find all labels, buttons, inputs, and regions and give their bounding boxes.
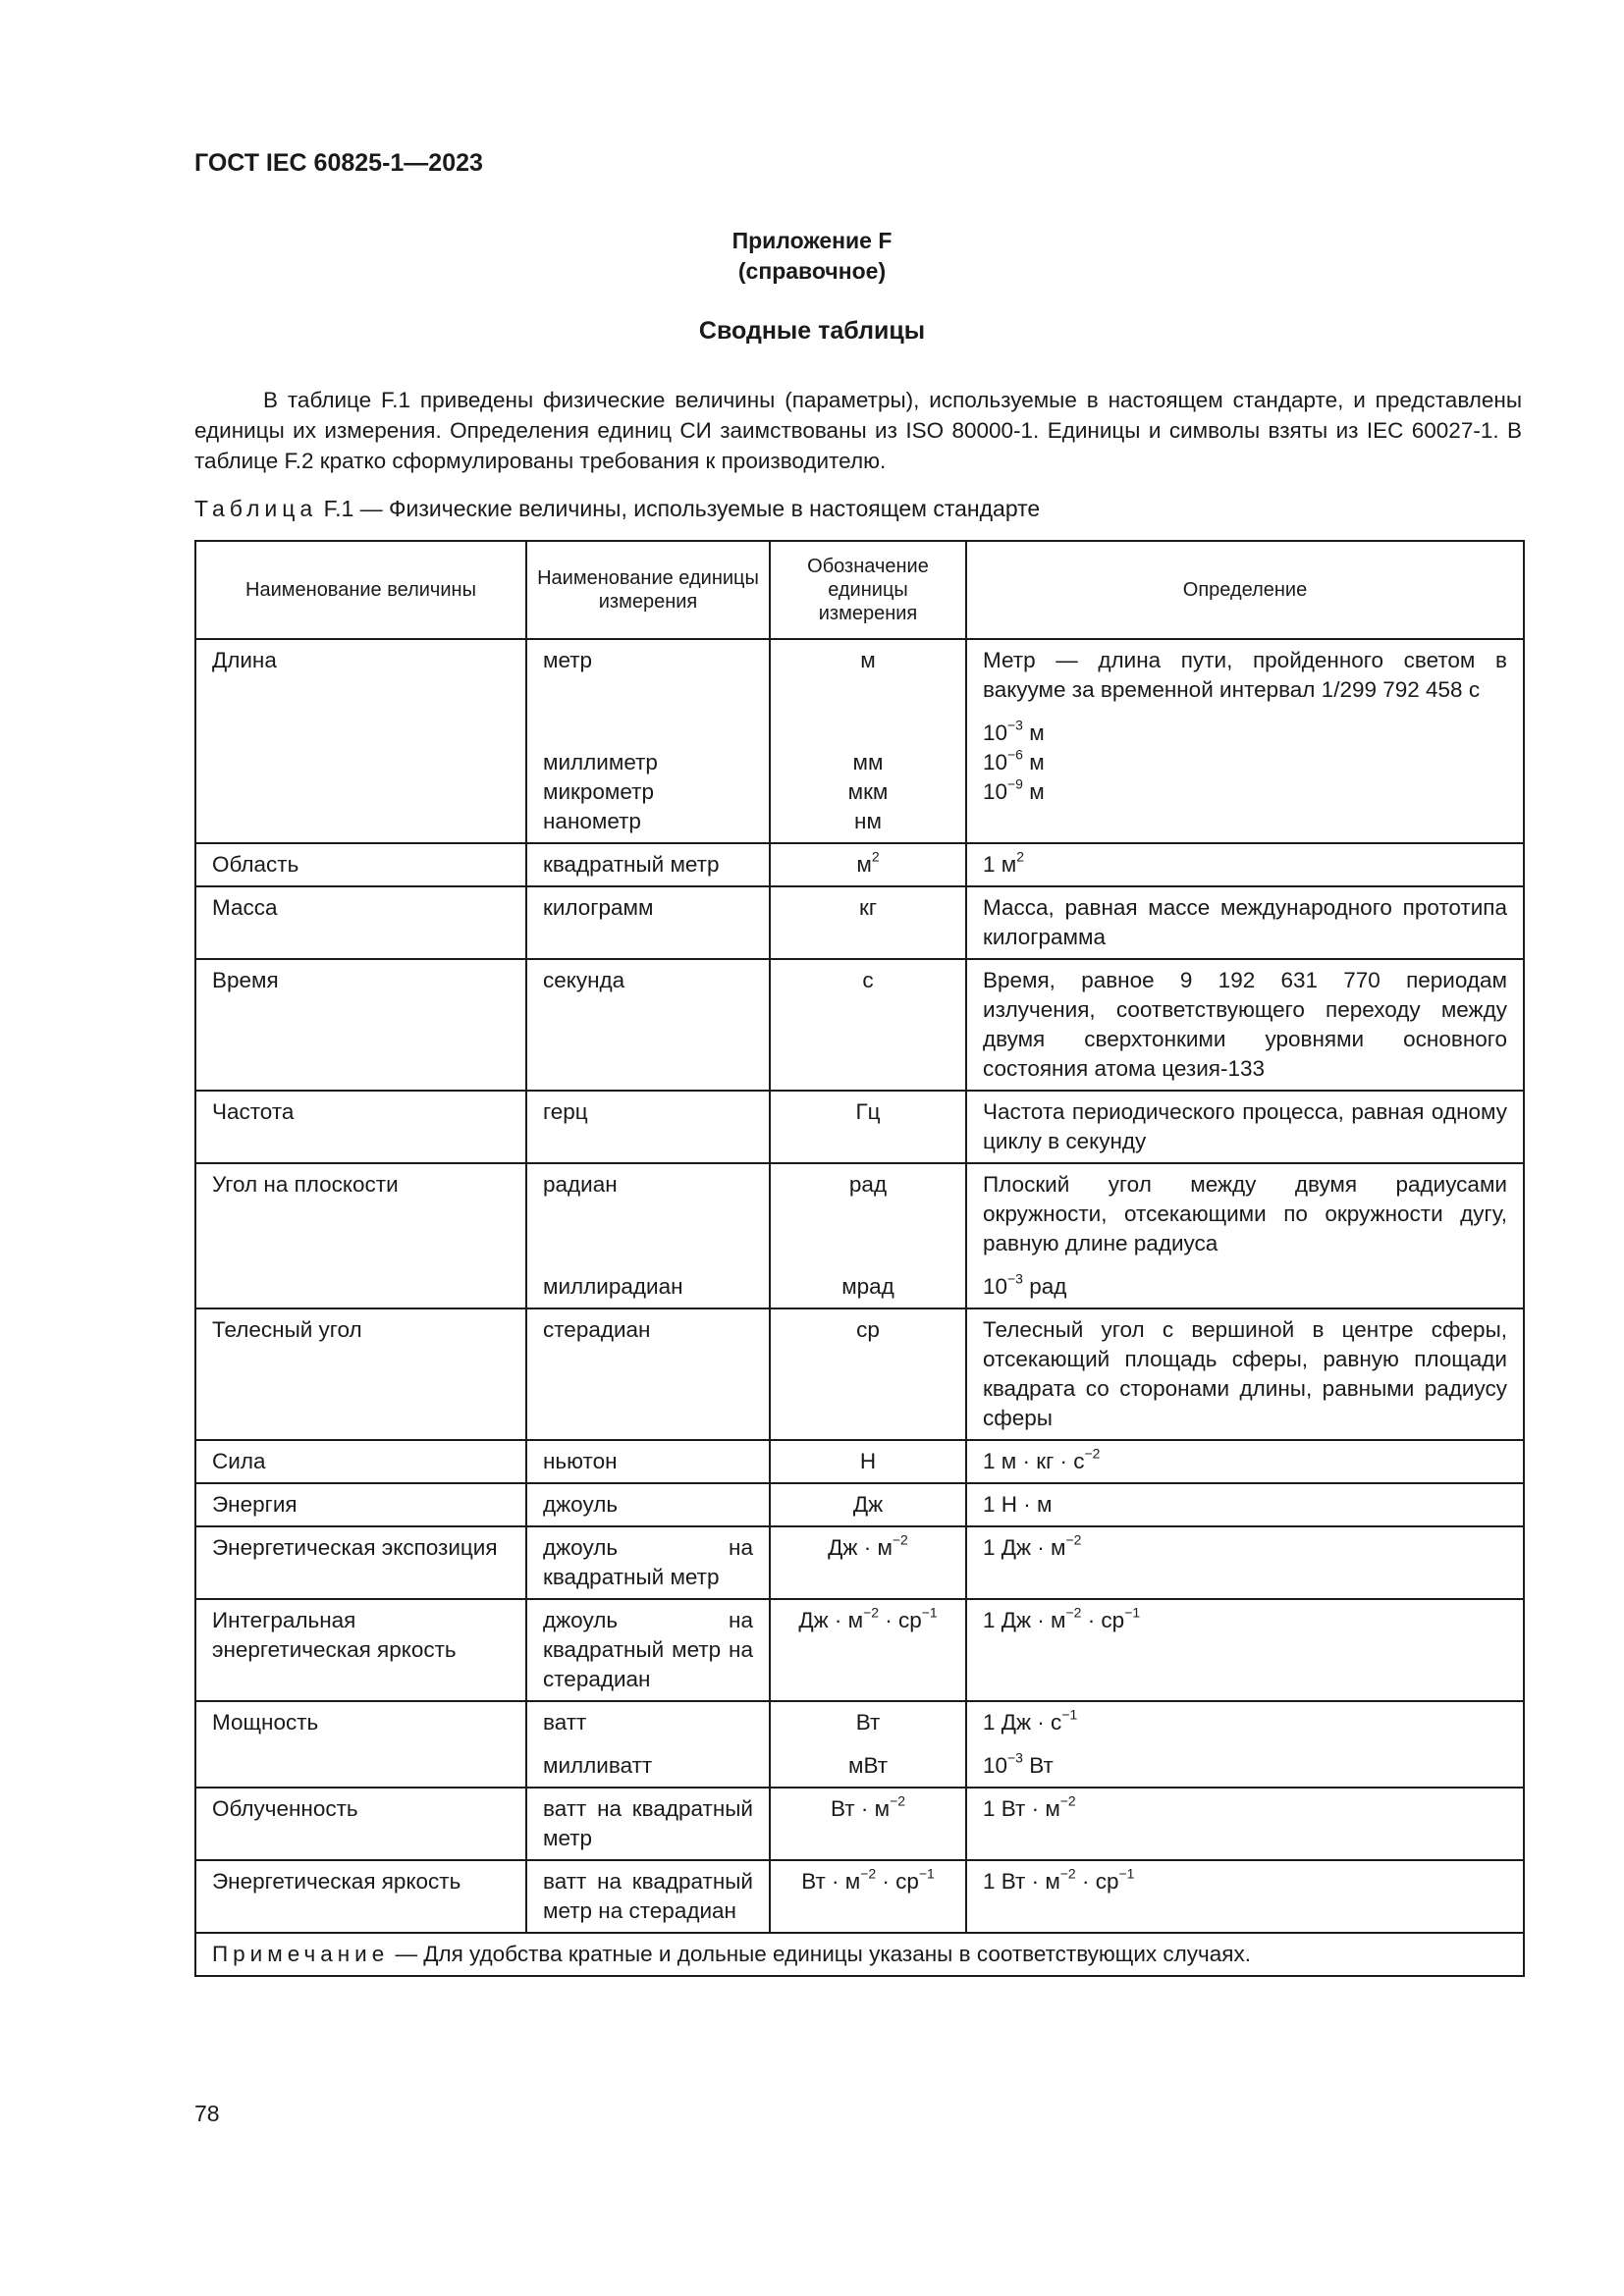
table-row — [195, 1701, 1524, 1788]
cell-unit: джоуль на квадратный метр — [526, 1526, 770, 1599]
table-row — [195, 1526, 1524, 1599]
cell-unit: ватт на квадратный метр — [526, 1788, 770, 1860]
units-table — [194, 540, 1525, 1977]
unit-symbol: рад — [848, 1172, 888, 1197]
cell-quantity: Энергия — [195, 1483, 526, 1526]
cell-unit — [526, 1701, 770, 1788]
table-header-row — [195, 541, 1524, 639]
cell-symbol: Вт · $м^{-2}$ — [770, 1788, 966, 1860]
cell-quantity: Телесный угол — [195, 1308, 526, 1440]
unit-symbol: мм — [852, 750, 884, 774]
unit-name: микрометр — [543, 779, 654, 804]
cell-symbol — [770, 1701, 966, 1788]
table-note-row — [195, 1933, 1524, 1976]
annex-title: Приложение F — [731, 228, 893, 253]
table-row — [195, 1440, 1524, 1483]
header-unit: Наименование единицы измерения — [526, 541, 770, 639]
page-number: 78 — [194, 2101, 220, 2126]
unit-symbol: Вт — [855, 1710, 881, 1735]
table-note — [195, 1933, 1524, 1976]
cell-quantity: Энергетическая экспозиция — [195, 1526, 526, 1599]
table-row — [195, 1308, 1524, 1440]
table-caption-label: Таблица — [194, 496, 318, 521]
table-caption — [194, 496, 1040, 522]
cell-definition: Телесный угол с вершиной в центре сферы, отсекающий площадь сферы, равную площади квадрата со сторонами длины, равными радиусу сферы — [966, 1308, 1524, 1440]
unit-symbol: мкм — [847, 779, 889, 804]
intro-paragraph: В таблице F.1 приведены физические величины (параметры), используемые в настоящем стандарте, и представлены единицы их измерения. Определения единиц СИ заимствованы из ISO 80000-1. Единицы и символы взяты из IEC 60027-1. В таблице F.2 кратко сформулированы требования к производителю. — [194, 388, 1522, 473]
definition-text: $10^{-3}$ м — [983, 717, 1045, 745]
unit-name: миллирадиан — [543, 1274, 683, 1299]
cell-definition: 1 Дж · $м^{-2} \cdot ср^{-1}$ — [966, 1599, 1524, 1701]
cell-quantity: Интегральная энергетическая яркость — [195, 1599, 526, 1701]
definition-text: Плоский угол между двумя радиусами окружности, отсекающими по окружности дугу, равную длине радиуса — [983, 1172, 1507, 1255]
cell-quantity: Время — [195, 959, 526, 1091]
cell-unit: ватт на квадратный метр на стерадиан — [526, 1860, 770, 1933]
cell-quantity: Мощность — [195, 1701, 526, 1788]
cell-definition: 1 Н · м — [966, 1483, 1524, 1526]
table-row — [195, 1860, 1524, 1933]
cell-unit: килограмм — [526, 886, 770, 959]
cell-quantity: Частота — [195, 1091, 526, 1163]
definition-text: $10^{-3}$ рад — [983, 1270, 1067, 1299]
cell-symbol: Дж — [770, 1483, 966, 1526]
table-row — [195, 1788, 1524, 1860]
cell-definition: 1 Дж · $м^{-2}$ — [966, 1526, 1524, 1599]
cell-symbol: ср — [770, 1308, 966, 1440]
cell-definition — [966, 1701, 1524, 1788]
unit-name: метр — [543, 648, 593, 672]
cell-symbol — [770, 639, 966, 843]
cell-symbol: Дж · $м^{-2} \cdot ср^{-1}$ — [770, 1599, 966, 1701]
header-symbol: Обозначение единицы измерения — [770, 541, 966, 639]
unit-name: миллиметр — [543, 750, 658, 774]
cell-definition: 1 Вт · $м^{-2} \cdot ср^{-1}$ — [966, 1860, 1524, 1933]
cell-symbol: с — [770, 959, 966, 1091]
section-title: Сводные таблицы — [698, 317, 926, 345]
definition-text: 1 Дж · $с^{-1}$ — [983, 1706, 1078, 1735]
header-quantity: Наименование величины — [195, 541, 526, 639]
header-definition: Определение — [966, 541, 1524, 639]
cell-quantity: Угол на плоскости — [195, 1163, 526, 1308]
table-row — [195, 843, 1524, 886]
unit-symbol: мВт — [847, 1753, 889, 1778]
note-label: Примечание — [212, 1942, 390, 1966]
cell-symbol: Гц — [770, 1091, 966, 1163]
annex-heading — [0, 226, 1624, 287]
cell-unit — [526, 639, 770, 843]
definition-text: Метр — длина пути, пройденного светом в вакууме за временной интервал 1/299 792 458 с — [983, 648, 1507, 702]
table-row — [195, 1091, 1524, 1163]
table-row — [195, 1599, 1524, 1701]
cell-quantity: Энергетическая яркость — [195, 1860, 526, 1933]
unit-name: радиан — [543, 1172, 618, 1197]
definition-text: $10^{-3}$ Вт — [983, 1749, 1054, 1778]
table-caption-text: F.1 — Физические величины, используемые в настоящем стандарте — [323, 496, 1041, 521]
cell-symbol: $м^2$ — [770, 843, 966, 886]
cell-unit: ньютон — [526, 1440, 770, 1483]
cell-symbol — [770, 1163, 966, 1308]
cell-quantity: Область — [195, 843, 526, 886]
unit-name: милливатт — [543, 1753, 653, 1778]
definition-text: $10^{-6}$ м — [983, 746, 1045, 774]
cell-symbol: Н — [770, 1440, 966, 1483]
cell-quantity — [195, 639, 526, 843]
cell-unit — [526, 1163, 770, 1308]
cell-quantity: Облученность — [195, 1788, 526, 1860]
cell-unit: квадратный метр — [526, 843, 770, 886]
cell-definition: 1 Вт · $м^{-2}$ — [966, 1788, 1524, 1860]
cell-unit: джоуль на квадратный метр на стерадиан — [526, 1599, 770, 1701]
unit-name: нанометр — [543, 809, 641, 833]
cell-unit: джоуль — [526, 1483, 770, 1526]
unit-symbol: м — [860, 648, 876, 672]
unit-symbol: нм — [854, 809, 882, 833]
cell-symbol: кг — [770, 886, 966, 959]
cell-definition: Масса, равная массе международного прототипа килограмма — [966, 886, 1524, 959]
document-code: ГОСТ IEC 60825-1—2023 — [194, 149, 483, 177]
definition-text: $10^{-9}$ м — [983, 775, 1045, 804]
cell-definition: 1 $м^2$ — [966, 843, 1524, 886]
table-row — [195, 886, 1524, 959]
annex-subtitle: (справочное) — [737, 258, 887, 284]
cell-unit: герц — [526, 1091, 770, 1163]
note-text: — Для удобства кратные и дольные единицы указаны в соответствующих случаях. — [389, 1942, 1251, 1966]
table-row — [195, 959, 1524, 1091]
table-row — [195, 639, 1524, 843]
cell-definition — [966, 639, 1524, 843]
unit-symbol: мрад — [841, 1274, 894, 1299]
cell-unit: секунда — [526, 959, 770, 1091]
cell-unit: стерадиан — [526, 1308, 770, 1440]
cell-symbol: Вт · $м^{-2} \cdot ср^{-1}$ — [770, 1860, 966, 1933]
unit-name: ватт — [543, 1710, 587, 1735]
cell-quantity: Масса — [195, 886, 526, 959]
cell-definition — [966, 1163, 1524, 1308]
cell-quantity: Сила — [195, 1440, 526, 1483]
quantity-name: Длина — [212, 648, 277, 672]
table-row — [195, 1163, 1524, 1308]
cell-definition: Время, равное 9 192 631 770 периодам излучения, соответствующего переходу между двумя сверхтонкими уровнями основного состояния атома цезия-133 — [966, 959, 1524, 1091]
cell-definition: Частота периодического процесса, равная одному циклу в секунду — [966, 1091, 1524, 1163]
cell-definition: 1 м · кг · $с^{-2}$ — [966, 1440, 1524, 1483]
table-row — [195, 1483, 1524, 1526]
cell-symbol: Дж · $м^{-2}$ — [770, 1526, 966, 1599]
